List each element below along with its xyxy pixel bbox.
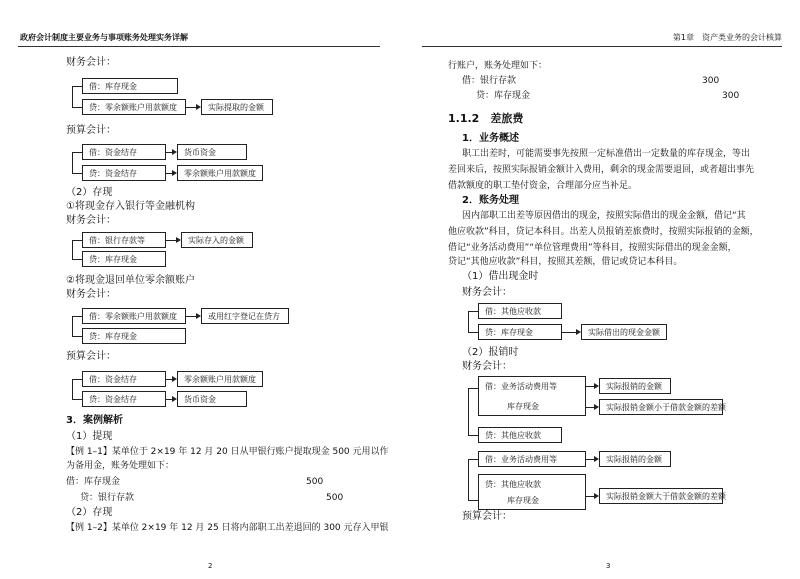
- reimb-heading: （2）报销时: [462, 347, 519, 358]
- bracket-line: [72, 152, 73, 174]
- process-p2: 他应收款”科目，贷记本科目。出差人员报销差旅费时，按照实际报销的金额，: [448, 227, 759, 237]
- left-running-header: 政府会计制度主要业务与事项账务处理实务详解: [20, 33, 188, 42]
- e-debit-amount: 300: [702, 76, 720, 86]
- process-p1: 因内部职工出差等原因借出的现金，按照实际借出的现金金额，借记“其: [462, 211, 746, 221]
- bracket-line: [72, 173, 82, 174]
- section-title: 1.1.2 差旅费: [448, 112, 524, 125]
- bracket-line: [468, 311, 478, 312]
- overview-heading: 1．业务概述: [462, 133, 519, 144]
- r2-debit-group-box: [478, 376, 586, 416]
- bracket-line: [468, 459, 478, 460]
- d5-credit-box: 贷：资金结存: [82, 391, 166, 407]
- bracket-line: [468, 311, 469, 333]
- r3-debit-note-box: 实际报销的金额: [599, 451, 671, 467]
- r3-cash-note-box: 实际报销金额大于借款金额的差额: [599, 488, 723, 504]
- d4-note-box: 或用红字登记在贷方: [201, 308, 289, 324]
- d5-debit-box: 借：资金结存: [82, 371, 166, 387]
- ex2-line1: 【例 1–2】某单位 2×19 年 12 月 25 日将内部职工出差退回的 300 元存入甲银: [66, 523, 389, 533]
- bracket-line: [468, 388, 478, 389]
- bracket-line: [468, 388, 469, 436]
- ex1-credit-amount: 500: [326, 493, 344, 503]
- process-heading: 2．账务处理: [462, 195, 519, 206]
- bracket-line: [72, 240, 82, 241]
- r1-note-box: 实际借出的现金金额: [581, 324, 667, 340]
- fin-label-1: 财务会计：: [66, 57, 116, 68]
- d1-credit-box: 贷：零余额账户用款额度: [82, 99, 186, 115]
- d5-debit-note-box: 零余额账户用款额度: [177, 371, 263, 387]
- r2-debit: 借：业务活动费用等: [485, 382, 557, 391]
- r2-cash-note-box: 实际报销金额小于借款金额的差额: [599, 399, 723, 415]
- bracket-line: [72, 86, 82, 87]
- left-header-rule: [18, 46, 380, 47]
- r1-credit-box: 贷：库存现金: [478, 324, 562, 340]
- r2-cash: 库存现金: [507, 402, 539, 411]
- fin-label-r2: 财务会计：: [462, 361, 512, 372]
- d2-debit-note-box: 货币资金: [177, 144, 247, 160]
- page-number-left: 2: [208, 562, 213, 570]
- process-p4: 贷记“其他应收款”科目，按照其差额，借记或贷记本科目。: [448, 257, 683, 267]
- ex1-credit: 贷：银行存款: [80, 493, 135, 503]
- r2-debit-note-box: 实际报销的金额: [599, 378, 671, 394]
- e-debit: 借：银行存款: [462, 76, 517, 86]
- r3-debit-box: 借：业务活动费用等: [478, 451, 586, 467]
- d2-debit-box: 借：资金结存: [82, 144, 166, 160]
- right-page: [400, 0, 800, 579]
- borrow-heading: （1）借出现金时: [462, 271, 539, 282]
- r1-debit-box: 借：其他应收款: [478, 303, 562, 319]
- e-credit: 贷：库存现金: [476, 91, 531, 101]
- budget-label-r: 预算会计：: [462, 511, 512, 522]
- bracket-line: [72, 240, 73, 260]
- d4-debit-box: 借：零余额账户用款额度: [82, 308, 186, 324]
- e-credit-amount: 300: [722, 91, 740, 101]
- overview-p2: 差回来后，按照实际报销金额计入费用，剩余的现金需要退回，或者超出事先: [448, 165, 755, 175]
- r3-credit: 贷：其他应收款: [485, 480, 541, 489]
- overview-p3: 借款额度的职工垫付资金，合理部分应当补足。: [448, 181, 638, 191]
- bracket-line: [72, 379, 73, 400]
- budget-label-2: 预算会计：: [66, 351, 116, 362]
- bracket-line: [72, 86, 73, 108]
- d3-debit-box: 借：银行存款等: [82, 232, 166, 248]
- cont-line: 行账户，账务处理如下：: [448, 61, 548, 71]
- bracket-line: [468, 500, 478, 501]
- bracket-line: [72, 316, 73, 337]
- bracket-line: [72, 379, 82, 380]
- ex1-line1: 【例 1–1】某单位于 2×19 年 12 月 20 日从甲银行账户提取现金 500 元用以作: [66, 447, 389, 457]
- d3-credit-box: 贷：库存现金: [82, 251, 166, 267]
- d5-credit-note-box: 货币资金: [177, 391, 247, 407]
- ex1-debit: 借：库存现金: [66, 477, 121, 487]
- overview-p1: 职工出差时，可能需要事先按照一定标准借出一定数量的库存现金，等出: [462, 149, 751, 159]
- deposit-heading: （2）存现: [66, 187, 113, 198]
- bracket-line: [72, 399, 82, 400]
- fin-label-2: 财务会计：: [66, 215, 116, 226]
- r3-credit-group-box: [478, 474, 586, 510]
- bracket-line: [468, 332, 478, 333]
- d2-credit-box: 贷：资金结存: [82, 165, 166, 181]
- d3-note-box: 实际存入的金额: [181, 232, 253, 248]
- case-heading: 3．案例解析: [66, 415, 123, 426]
- bracket-line: [72, 152, 82, 153]
- page-number-right: 3: [606, 562, 611, 570]
- right-header-rule: [422, 46, 782, 47]
- ex1-debit-amount: 500: [306, 477, 324, 487]
- bracket-line: [72, 316, 82, 317]
- d4-credit-box: 贷：库存现金: [82, 328, 186, 344]
- budget-label-1: 预算会计：: [66, 125, 116, 136]
- deposit2-heading: （2）存现: [66, 507, 113, 518]
- withdraw-heading: （1）提现: [66, 431, 113, 442]
- process-p3: 借记“业务活动费用”“单位管理费用”等科目，按照实际借出的现金金额，: [448, 243, 737, 253]
- bracket-line: [72, 336, 82, 337]
- deposit-sub2: ②将现金退回单位零余额账户: [66, 275, 195, 286]
- d2-credit-note-box: 零余额账户用款额度: [177, 165, 263, 181]
- bracket-line: [72, 259, 82, 260]
- bracket-line: [468, 435, 478, 436]
- right-running-header: 第1章 资产类业务的会计核算: [672, 33, 782, 42]
- bracket-line: [468, 459, 469, 501]
- fin-label-r1: 财务会计：: [462, 287, 512, 298]
- r2-credit-box: 贷：其他应收款: [478, 427, 562, 443]
- d1-debit-box: 借：库存现金: [82, 78, 178, 94]
- r3-cash: 库存现金: [507, 496, 539, 505]
- fin-label-3: 财务会计：: [66, 289, 116, 300]
- ex1-line2: 为备用金，账务处理如下：: [66, 461, 175, 471]
- deposit-sub1: ①将现金存入银行等金融机构: [66, 201, 195, 212]
- bracket-line: [72, 107, 82, 108]
- d1-note-box: 实际提取的金额: [201, 99, 273, 115]
